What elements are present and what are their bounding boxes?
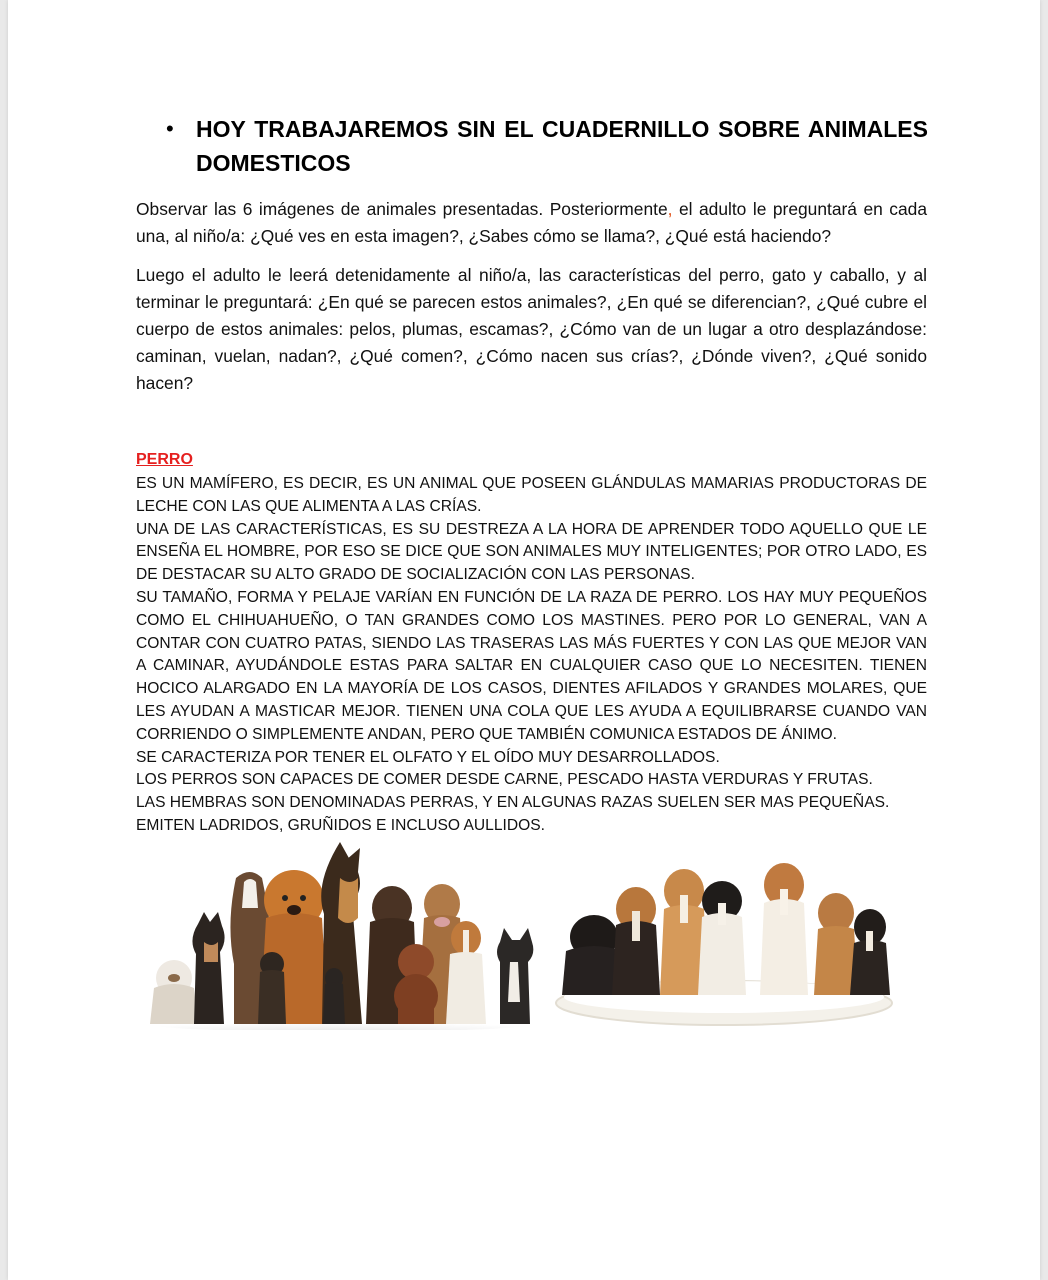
bullet-icon: • bbox=[166, 116, 174, 141]
instructions-paragraph: Luego el adulto le leerá detenidamente al niño/a, las características del perro, gato y caballo, y al terminar le preguntará: ¿En qué se parecen estos animales?, ¿En qué se diferencian?, ¿Qué cubre el cuerpo de estos animales: pelos, plumas, escamas?, ¿Cómo van de un lugar a otro desplazándose: caminan, vuelan, nadan?, ¿Qué comen?, ¿Cómo nacen sus crías?, ¿Dónde viven?, ¿Qué sonido hacen? bbox=[136, 265, 927, 393]
perro-description bbox=[136, 473, 927, 838]
description-line: SE CARACTERIZA POR TENER EL OLFATO Y EL OÍDO MUY DESARROLLADOS. bbox=[136, 748, 720, 766]
chihuahua-dog bbox=[323, 968, 345, 1024]
yorkie-dog bbox=[258, 952, 286, 1024]
description-line: LAS HEMBRAS SON DENOMINADAS PERRAS, Y EN ALGUNAS RAZAS SUELEN SER MAS PEQUEÑAS. bbox=[136, 794, 890, 812]
puppy-tan-black bbox=[612, 887, 660, 995]
puppy-black-white bbox=[698, 881, 746, 995]
description-line: EMITEN LADRIDOS, GRUÑIDOS E INCLUSO AULLIDOS. bbox=[136, 816, 545, 834]
intro-text-part1: Observar las 6 imágenes de animales presentadas. Posteriormente bbox=[136, 199, 668, 219]
page-title: HOY TRABAJAREMOS SIN EL CUADERNILLO SOBRE ANIMALES DOMESTICOS bbox=[196, 116, 928, 176]
poodle-dog bbox=[394, 944, 438, 1024]
puppy-tricolor bbox=[850, 909, 890, 995]
intro-paragraph bbox=[136, 196, 927, 250]
description-line: SU TAMAÑO, FORMA Y PELAJE VARÍAN EN FUNCIÓN DE LA RAZA DE PERRO. LOS HAY MUY PEQUEÑOS COMO EL CHIHUAHUEÑO, O TAN GRANDES COMO LOS MASTINES. PERO POR LO GENERAL, VAN A CONTAR CON CUATRO PATAS, SIENDO LAS TRASERAS LAS MÁS FUERTES Y CON LAS QUE MEJOR VAN A CAMINAR, AYUDÁNDOLE ESTAS PARA SALTAR EN CUALQUIER CASO QUE LO NECESITEN. TIENEN HOCICO ALARGADO EN LA MAYORÍA DE LOS CASOS, DIENTES AFILADOS Y GRANDES MOLARES, QUE LES AYUDAN A MASTICAR MEJOR. TIENEN UNA COLA QUE LES AYUDA A EQUILIBRARSE CUANDO VAN CORRIENDO O SIMPLEMENTE ANDAN, PERO QUE TAMBIÉN COMUNICA ESTADOS DE ÁNIMO. bbox=[136, 588, 927, 743]
description-line: ES UN MAMÍFERO, ES DECIR, ES UN ANIMAL QUE POSEEN GLÁNDULAS MAMARIAS PRODUCTORAS DE LECHE CON LAS QUE ALIMENTA A LAS CRÍAS. bbox=[136, 475, 927, 515]
document-page bbox=[8, 0, 1040, 1280]
title-bullet-item bbox=[166, 112, 928, 180]
french-bulldog bbox=[497, 928, 533, 1024]
shiba-dog bbox=[192, 912, 224, 1024]
intro-red-comma: , bbox=[667, 199, 673, 219]
beagle-dog bbox=[446, 921, 486, 1024]
puppy-white-brown bbox=[760, 863, 808, 995]
description-line: UNA DE LAS CARACTERÍSTICAS, ES SU DESTREZA A LA HORA DE APRENDER TODO AQUELLO QUE LE ENSEÑA EL HOMBRE, POR ESO SE DICE QUE SON ANIMALES MUY INTELIGENTES; POR OTRO LADO, ES DE DESTACAR SU ALTO GRADO DE SOCIALIZACIÓN CON LAS PERSONAS. bbox=[136, 520, 927, 584]
puppies-photo bbox=[554, 855, 900, 1027]
description-line: LOS PERROS SON CAPACES DE COMER DESDE CARNE, PESCADO HASTA VERDURAS Y FRUTAS. bbox=[136, 771, 873, 789]
shih-tzu-dog bbox=[150, 960, 198, 1024]
section-heading-perro: PERRO bbox=[136, 451, 193, 468]
dog-breeds-photo bbox=[144, 838, 536, 1030]
intro-text-part2: el adulto le preguntará en cada una, al niño/a: ¿Qué ves en esta imagen?, ¿Sabes cómo se llama?, ¿Qué está haciendo? bbox=[136, 199, 927, 246]
